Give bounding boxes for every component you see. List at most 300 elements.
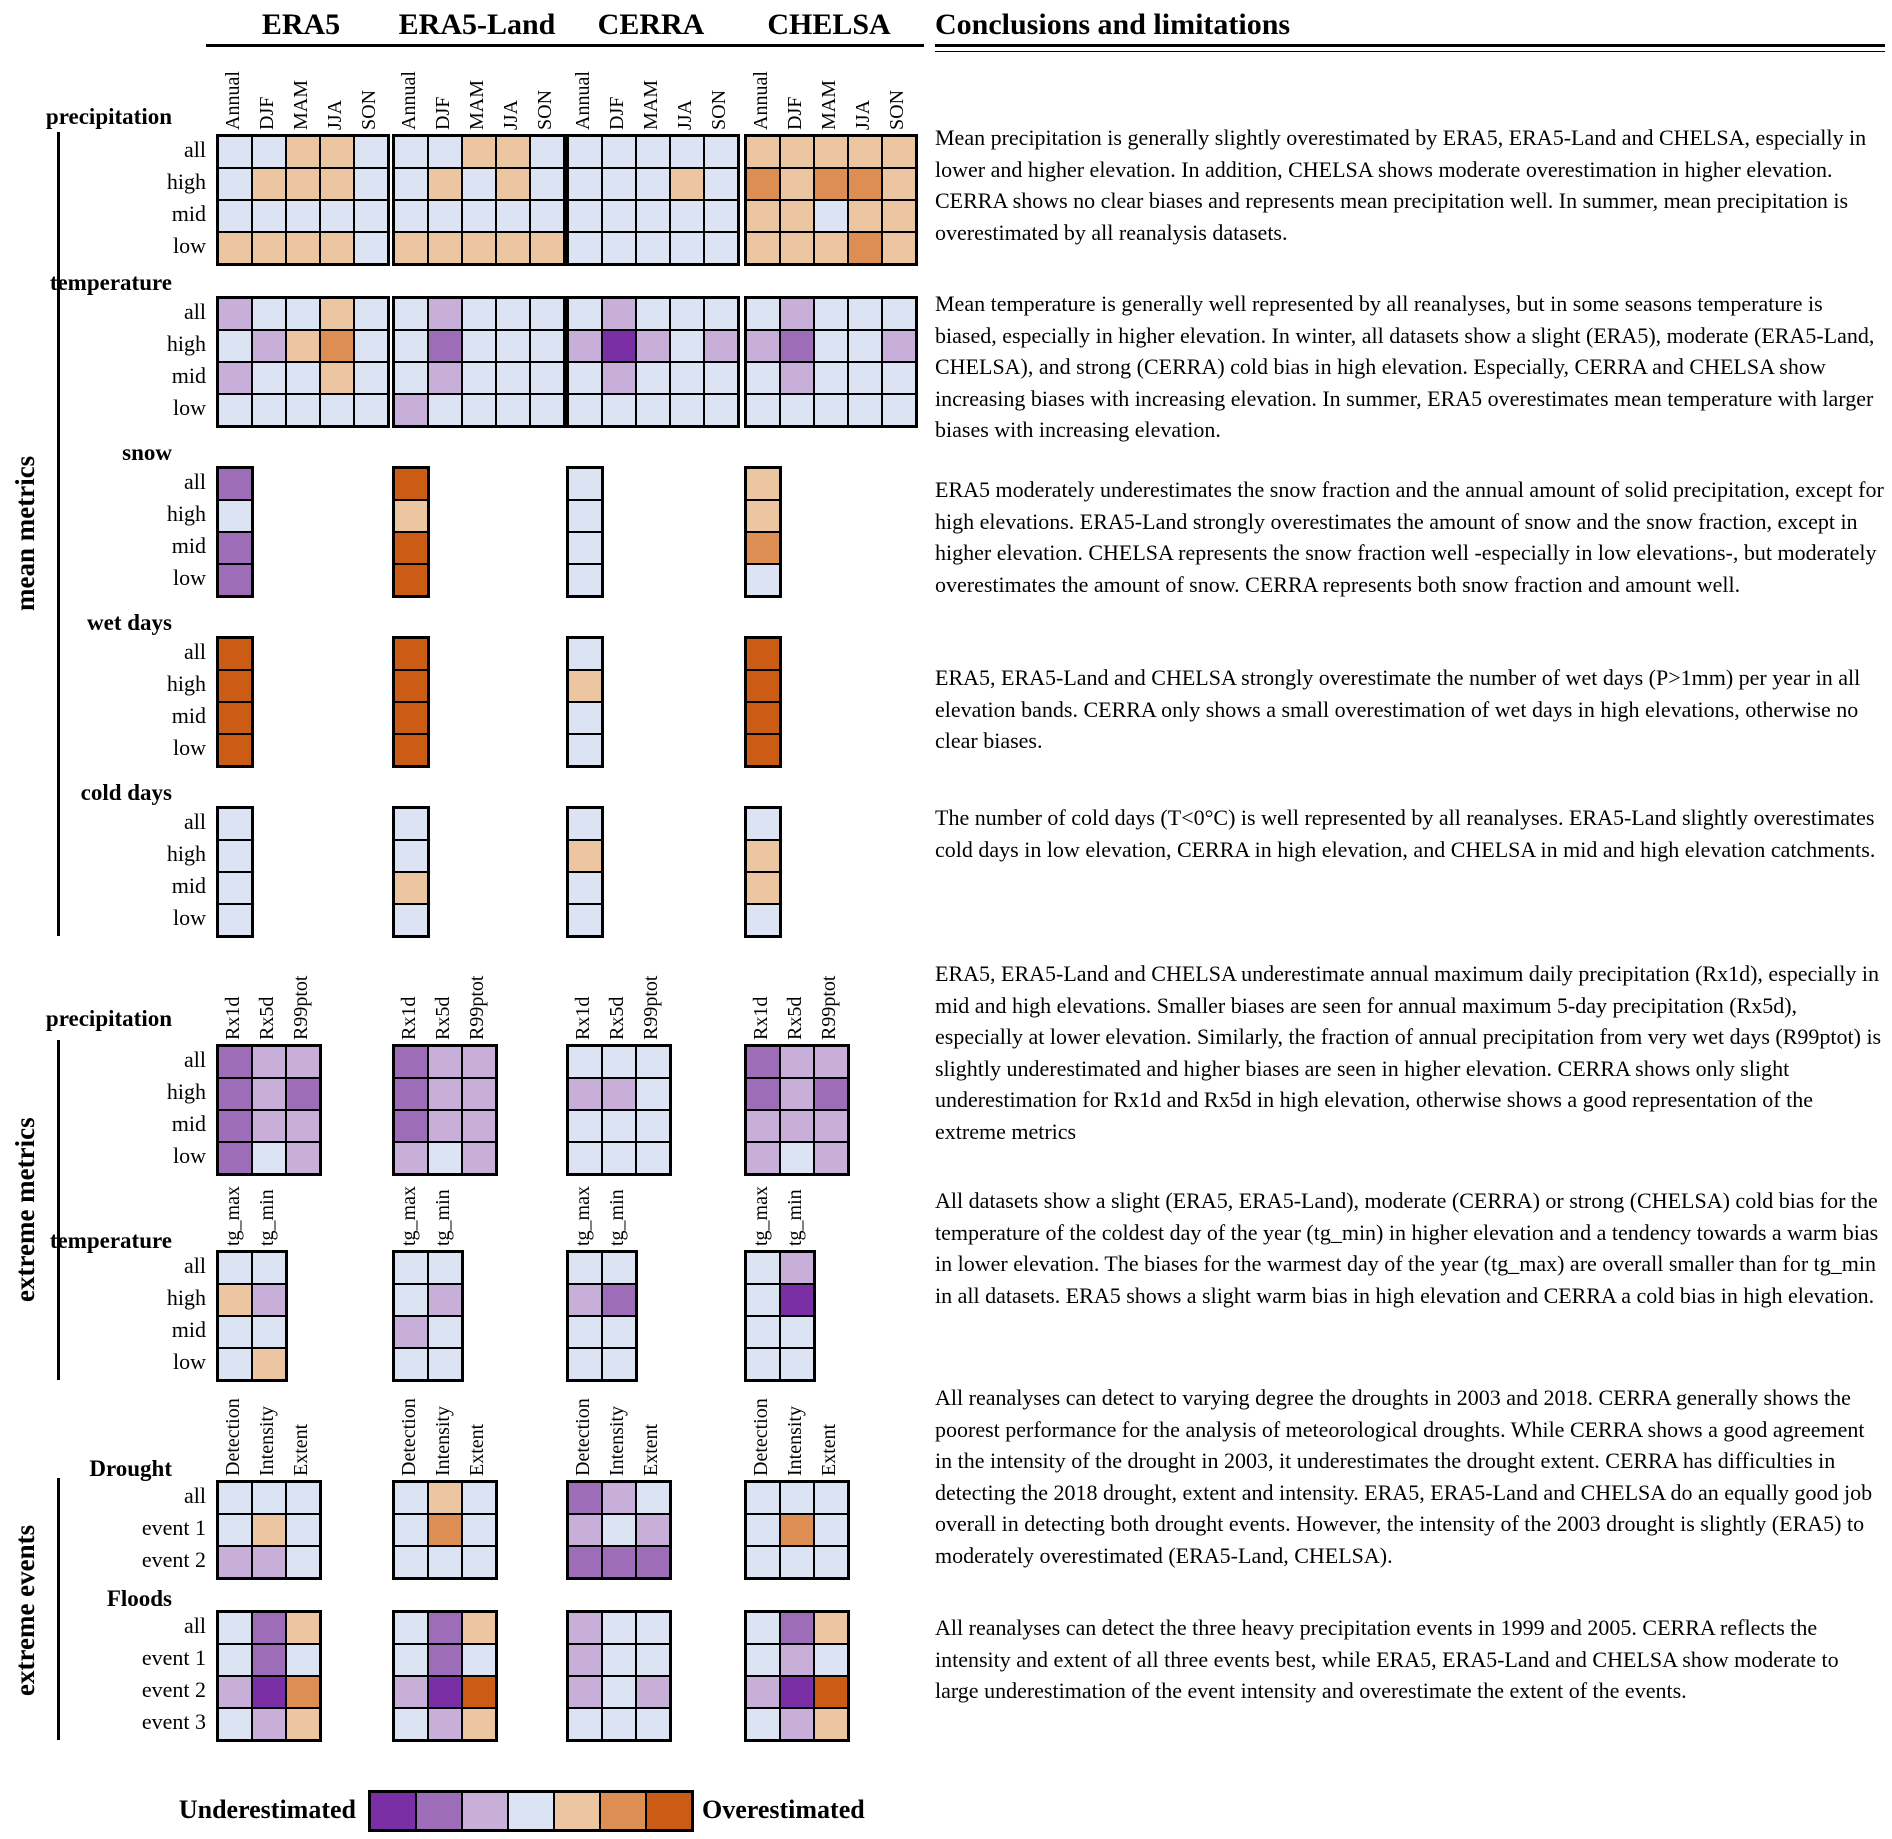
heatmap-block-cerra (566, 1250, 638, 1382)
heatmap-block-cerra (566, 806, 604, 938)
heatmap-cell (602, 1078, 636, 1110)
column-label: JJA (674, 99, 696, 130)
heatmap-cell (218, 168, 252, 200)
row-label: high (166, 169, 206, 194)
row-label: mid (171, 363, 206, 388)
heatmap-cell (462, 232, 496, 264)
column-label: JJA (500, 99, 522, 130)
heatmap-cell (462, 394, 496, 426)
heatmap-cell (286, 298, 320, 330)
heatmap-cell (286, 1546, 320, 1578)
paragraph-snow: ERA5 moderately underestimates the snow fraction and the annual amount of solid precipitation, except for high elevations. ERA5-Land strongly overestimates the amount of snow and the snow fraction, except in higher elevation. CHELSA represents the snow fraction well -especially in low elevations-, but moderately overestimates the amount of snow. CERRA represents both snow fraction and amount well. (935, 477, 1884, 597)
heatmap-block-era5-land (392, 1250, 464, 1382)
heatmap-cell (496, 232, 530, 264)
heatmap-cell (568, 1644, 602, 1676)
heatmap-cell (746, 394, 780, 426)
column-label: MAM (466, 79, 488, 130)
heatmap-cell (428, 394, 462, 426)
heatmap-cell (394, 362, 428, 394)
column-label: Extent (466, 1423, 488, 1476)
heatmap-cell (848, 136, 882, 168)
heatmap-cell (780, 1612, 814, 1644)
heatmap-cell (670, 362, 704, 394)
heatmap-cell (568, 808, 602, 840)
heatmap-cell (602, 1046, 636, 1078)
heatmap-cell (286, 1078, 320, 1110)
heatmap-cell (286, 1514, 320, 1546)
heatmap-cell (252, 362, 286, 394)
group-label-extreme-events: extreme events (10, 1524, 40, 1696)
heatmap-cell (320, 298, 354, 330)
heatmap-block-chelsa (744, 636, 782, 768)
heatmap-cell (462, 1644, 496, 1676)
heatmap-cell (746, 330, 780, 362)
heatmap-cell (218, 500, 252, 532)
heatmap-cell (602, 1348, 636, 1380)
heatmap-cell (286, 1046, 320, 1078)
heatmap-cell (848, 298, 882, 330)
heatmap-cell (704, 330, 738, 362)
heatmap-cell (568, 232, 602, 264)
paragraph-wet-days: ERA5, ERA5-Land and CHELSA strongly overestimate the number of wet days (P>1mm) per year in all elevation bands. CERRA only shows a small overestimation of wet days in high elevations, otherwise no clear biases. (935, 665, 1861, 753)
heatmap-cell (530, 330, 564, 362)
row-label: mid (171, 1317, 206, 1342)
heatmap-block-chelsa (744, 1480, 850, 1580)
row-label: mid (171, 533, 206, 558)
heatmap-cell (394, 638, 428, 670)
column-label: Annual (222, 71, 244, 130)
heatmap-block-chelsa (744, 806, 782, 938)
heatmap-cell (602, 1316, 636, 1348)
row-label: all (184, 1253, 206, 1278)
heatmap-cell (602, 1252, 636, 1284)
heatmap-cell (252, 1284, 286, 1316)
heatmap-cell (814, 1644, 848, 1676)
heatmap-cell (252, 136, 286, 168)
heatmap-cell (746, 734, 780, 766)
heatmap-cell (252, 200, 286, 232)
heatmap-cell (320, 330, 354, 362)
row-label: high (166, 501, 206, 526)
legend-swatch (554, 1792, 600, 1830)
heatmap-cell (320, 394, 354, 426)
heatmap-cell (746, 1316, 780, 1348)
heatmap-cell (428, 1078, 462, 1110)
column-label: Rx5d (784, 996, 806, 1040)
heatmap-cell (218, 1612, 252, 1644)
row-label: all (184, 137, 206, 162)
heatmap-cell (780, 1316, 814, 1348)
heatmap-block-era5 (216, 1250, 288, 1382)
heatmap-block-era5-land (392, 636, 430, 768)
heatmap-cell (568, 1284, 602, 1316)
heatmap-cell (462, 1078, 496, 1110)
heatmap-cell (746, 1546, 780, 1578)
heatmap-cell (814, 200, 848, 232)
heatmap-cell (780, 200, 814, 232)
heatmap-cell (746, 1514, 780, 1546)
row-label: event 2 (141, 1547, 206, 1572)
heatmap-cell (496, 168, 530, 200)
heatmap-cell (496, 330, 530, 362)
heatmap-cell (530, 200, 564, 232)
heatmap-block-chelsa (744, 134, 918, 266)
heatmap-cell (670, 168, 704, 200)
heatmap-cell (602, 1612, 636, 1644)
heatmap-cell (286, 1482, 320, 1514)
heatmap-cell (462, 1514, 496, 1546)
heatmap-cell (814, 168, 848, 200)
heatmap-cell (218, 330, 252, 362)
legend-swatch (508, 1792, 554, 1830)
heatmap-block-chelsa (744, 296, 918, 428)
heatmap-cell (394, 1546, 428, 1578)
group-label-mean-metrics: mean metrics (10, 455, 40, 611)
heatmap-cell (252, 1252, 286, 1284)
heatmap-cell (704, 168, 738, 200)
dataset-header-chelsa: CHELSA (767, 8, 891, 41)
row-label: all (184, 1047, 206, 1072)
heatmap-cell (394, 1252, 428, 1284)
heatmap-cell (252, 1546, 286, 1578)
dataset-header-era5: ERA5 (261, 8, 341, 41)
column-label: tg_max (222, 1186, 244, 1246)
heatmap-cell (602, 136, 636, 168)
column-label: DJF (432, 96, 454, 130)
heatmap-cell (704, 394, 738, 426)
heatmap-cell (746, 1708, 780, 1740)
heatmap-cell (354, 362, 388, 394)
heatmap-cell (636, 1482, 670, 1514)
heatmap-cell (286, 1708, 320, 1740)
heatmap-cell (428, 136, 462, 168)
heatmap-cell (394, 808, 428, 840)
legend-underestimated-label: Underestimated (178, 1795, 356, 1824)
heatmap-cell (636, 1046, 670, 1078)
heatmap-cell (568, 1110, 602, 1142)
row-label: event 1 (141, 1515, 206, 1540)
heatmap-cell (428, 168, 462, 200)
column-label: DJF (606, 96, 628, 130)
section-label-temperature: temperature (49, 270, 172, 295)
heatmap-cell (286, 168, 320, 200)
heatmap-cell (746, 808, 780, 840)
heatmap-cell (394, 1348, 428, 1380)
heatmap-cell (848, 200, 882, 232)
heatmap-cell (636, 1514, 670, 1546)
heatmap-cell (568, 468, 602, 500)
legend-overestimated-label: Overestimated (702, 1795, 865, 1824)
heatmap-cell (394, 1110, 428, 1142)
heatmap-block-era5-land (392, 134, 566, 266)
heatmap-cell (252, 394, 286, 426)
heatmap-cell (602, 362, 636, 394)
heatmap-cell (252, 330, 286, 362)
heatmap-cell (670, 298, 704, 330)
heatmap-cell (428, 232, 462, 264)
heatmap-cell (746, 362, 780, 394)
heatmap-cell (428, 1348, 462, 1380)
heatmap-cell (462, 168, 496, 200)
heatmap-cell (814, 1078, 848, 1110)
heatmap-cell (428, 1284, 462, 1316)
column-label: Detection (398, 1398, 420, 1476)
row-label: mid (171, 703, 206, 728)
heatmap-block-era5 (216, 806, 254, 938)
heatmap-cell (670, 394, 704, 426)
column-label: tg_max (750, 1186, 772, 1246)
heatmap-cell (394, 670, 428, 702)
heatmap-cell (320, 362, 354, 394)
row-label: mid (171, 201, 206, 226)
column-label: Detection (222, 1398, 244, 1476)
heatmap-cell (814, 1514, 848, 1546)
heatmap-cell (286, 136, 320, 168)
heatmap-cell (746, 702, 780, 734)
row-label: low (173, 1143, 206, 1168)
row-label: low (173, 395, 206, 420)
heatmap-cell (746, 1110, 780, 1142)
row-label: high (166, 841, 206, 866)
heatmap-cell (746, 1284, 780, 1316)
paragraph-mean-precipitation: Mean precipitation is generally slightly overestimated by ERA5, ERA5-Land and CHELSA, especially in lower and higher elevation. In addition, CHELSA shows moderate overestimation in higher elevation. CERRA shows no clear biases and represents mean precipitation well. In summer, mean precipitation is overestimated by all reanalysis datasets. (935, 125, 1867, 245)
heatmap-cell (218, 232, 252, 264)
heatmap-cell (848, 362, 882, 394)
heatmap-cell (636, 1142, 670, 1174)
column-label: Rx5d (432, 996, 454, 1040)
heatmap-cell (670, 330, 704, 362)
mean-metrics-bar (57, 132, 60, 936)
heatmap-cell (462, 136, 496, 168)
row-label: all (184, 1483, 206, 1508)
row-label: low (173, 565, 206, 590)
heatmap-cell (218, 1110, 252, 1142)
column-label: SON (534, 89, 556, 130)
section-label-temperature: temperature (49, 1228, 172, 1253)
heatmap-cell (354, 168, 388, 200)
heatmap-cell (848, 232, 882, 264)
heatmap-cell (780, 1644, 814, 1676)
heatmap-cell (568, 532, 602, 564)
heatmap-cell (602, 1482, 636, 1514)
heatmap-cell (218, 1546, 252, 1578)
row-label: all (184, 469, 206, 494)
section-label-cold-days: cold days (80, 780, 172, 805)
heatmap-cell (462, 1612, 496, 1644)
heatmap-cell (496, 298, 530, 330)
heatmap-cell (814, 1676, 848, 1708)
heatmap-cell (704, 200, 738, 232)
heatmap-cell (670, 232, 704, 264)
heatmap-block-era5 (216, 134, 390, 266)
heatmap-cell (814, 362, 848, 394)
heatmap-block-cerra (566, 636, 604, 768)
row-label: all (184, 1613, 206, 1638)
heatmap-cell (462, 298, 496, 330)
heatmap-cell (814, 1046, 848, 1078)
heatmap-block-era5-land (392, 806, 430, 938)
heatmap-cell (568, 904, 602, 936)
heatmap-cell (568, 200, 602, 232)
heatmap-cell (320, 136, 354, 168)
column-label: MAM (818, 79, 840, 130)
heatmap-cell (568, 1676, 602, 1708)
heatmap-cell (354, 136, 388, 168)
heatmap-cell (218, 840, 252, 872)
heatmap-block-era5-land (392, 1480, 498, 1580)
heatmap-cell (252, 1708, 286, 1740)
heatmap-cell (218, 394, 252, 426)
heatmap-cell (848, 168, 882, 200)
heatmap-cell (286, 1612, 320, 1644)
heatmap-cell (602, 232, 636, 264)
group-label-extreme-metrics: extreme metrics (10, 1117, 40, 1303)
heatmap-cell (636, 1546, 670, 1578)
heatmap-cell (602, 1514, 636, 1546)
column-label: Detection (750, 1398, 772, 1476)
heatmap-cell (746, 1482, 780, 1514)
heatmap-cell (814, 1708, 848, 1740)
column-label: Rx5d (256, 996, 278, 1040)
conclusions-title: Conclusions and limitations (935, 8, 1291, 41)
heatmap-cell (252, 1078, 286, 1110)
column-label: Detection (572, 1398, 594, 1476)
heatmap-cell (746, 532, 780, 564)
section-label-wet-days: wet days (87, 610, 172, 635)
heatmap-cell (394, 1482, 428, 1514)
heatmap-cell (568, 1252, 602, 1284)
column-label: Intensity (256, 1406, 278, 1476)
row-label: all (184, 299, 206, 324)
heatmap-cell (746, 468, 780, 500)
column-label: R99ptot (466, 975, 488, 1040)
column-label: Annual (572, 71, 594, 130)
heatmap-cell (394, 468, 428, 500)
heatmap-cell (394, 1644, 428, 1676)
heatmap-cell (218, 1316, 252, 1348)
section-label-floods: Floods (106, 1586, 172, 1611)
heatmap-cell (462, 1482, 496, 1514)
heatmap-cell (882, 232, 916, 264)
heatmap-cell (704, 232, 738, 264)
heatmap-cell (746, 500, 780, 532)
heatmap-cell (428, 362, 462, 394)
heatmap-cell (780, 1348, 814, 1380)
heatmap-cell (780, 168, 814, 200)
heatmap-cell (568, 1046, 602, 1078)
row-label: high (166, 1285, 206, 1310)
heatmap-cell (636, 1676, 670, 1708)
heatmap-cell (394, 168, 428, 200)
heatmap-cell (746, 298, 780, 330)
heatmap-block-chelsa (744, 1610, 850, 1742)
heatmap-cell (394, 298, 428, 330)
column-label: tg_min (784, 1189, 806, 1246)
section-label-snow: snow (122, 440, 172, 465)
column-label: SON (708, 89, 730, 130)
heatmap-cell (252, 1514, 286, 1546)
column-label: Rx5d (606, 996, 628, 1040)
heatmap-cell (252, 1612, 286, 1644)
heatmap-cell (568, 500, 602, 532)
heatmap-cell (428, 1110, 462, 1142)
column-label: DJF (784, 96, 806, 130)
heatmap-cell (780, 1110, 814, 1142)
heatmap-cell (394, 840, 428, 872)
column-label: MAM (640, 79, 662, 130)
heatmap-cell (568, 734, 602, 766)
heatmap-cell (780, 1676, 814, 1708)
heatmap-cell (428, 1644, 462, 1676)
heatmap-cell (252, 1348, 286, 1380)
heatmap-cell (746, 200, 780, 232)
heatmap-cell (568, 298, 602, 330)
heatmap-cell (568, 1546, 602, 1578)
heatmap-cell (394, 702, 428, 734)
heatmap-cell (252, 232, 286, 264)
heatmap-cell (670, 136, 704, 168)
column-label: Intensity (784, 1406, 806, 1476)
column-label: Intensity (606, 1406, 628, 1476)
heatmap-cell (636, 136, 670, 168)
heatmap-cell (780, 330, 814, 362)
heatmap-cell (780, 136, 814, 168)
dataset-header-era5-land: ERA5-Land (398, 8, 556, 41)
heatmap-block-era5 (216, 636, 254, 768)
heatmap-cell (602, 1110, 636, 1142)
paragraph-extreme-precipitation: ERA5, ERA5-Land and CHELSA underestimate annual maximum daily precipitation (Rx1d), especially in mid and high elevations. Smaller biases are seen for annual maximum 5-day precipitation (Rx5d), especially at lower elevation. Similarly, the fraction of annual precipitation from very wet days (R99ptot) is slightly underestimated and higher biases are seen in higher elevation. CERRA shows only slight underestimation for Rx1d and Rx5d in high elevation, otherwise shows a good representation of the extreme metrics (935, 961, 1882, 1144)
heatmap-cell (496, 136, 530, 168)
column-label: R99ptot (290, 975, 312, 1040)
heatmap-cell (568, 840, 602, 872)
heatmap-cell (218, 1348, 252, 1380)
heatmap-cell (218, 136, 252, 168)
heatmap-cell (462, 330, 496, 362)
heatmap-cell (252, 298, 286, 330)
heatmap-cell (354, 394, 388, 426)
heatmap-cell (780, 1482, 814, 1514)
heatmap-cell (218, 362, 252, 394)
heatmap-cell (218, 1644, 252, 1676)
row-label: low (173, 905, 206, 930)
heatmap-cell (746, 1644, 780, 1676)
heatmap-cell (602, 1708, 636, 1740)
column-label: R99ptot (640, 975, 662, 1040)
heatmap-block-era5 (216, 466, 254, 598)
heatmap-cell (602, 1644, 636, 1676)
heatmap-cell (252, 1046, 286, 1078)
heatmap-cell (320, 200, 354, 232)
heatmap-cell (882, 330, 916, 362)
heatmap-cell (286, 232, 320, 264)
column-label: JJA (852, 99, 874, 130)
heatmap-cell (602, 1284, 636, 1316)
heatmap-cell (218, 638, 252, 670)
heatmap-cell (462, 1110, 496, 1142)
heatmap-cell (568, 394, 602, 426)
heatmap-cell (530, 136, 564, 168)
column-label: JJA (324, 99, 346, 130)
row-label: low (173, 1349, 206, 1374)
heatmap-cell (814, 1110, 848, 1142)
heatmap-cell (670, 200, 704, 232)
heatmap-cell (428, 200, 462, 232)
heatmap-cell (354, 200, 388, 232)
heatmap-block-cerra (566, 296, 740, 428)
heatmap-cell (602, 1676, 636, 1708)
heatmap-cell (568, 1348, 602, 1380)
heatmap-cell (568, 1316, 602, 1348)
